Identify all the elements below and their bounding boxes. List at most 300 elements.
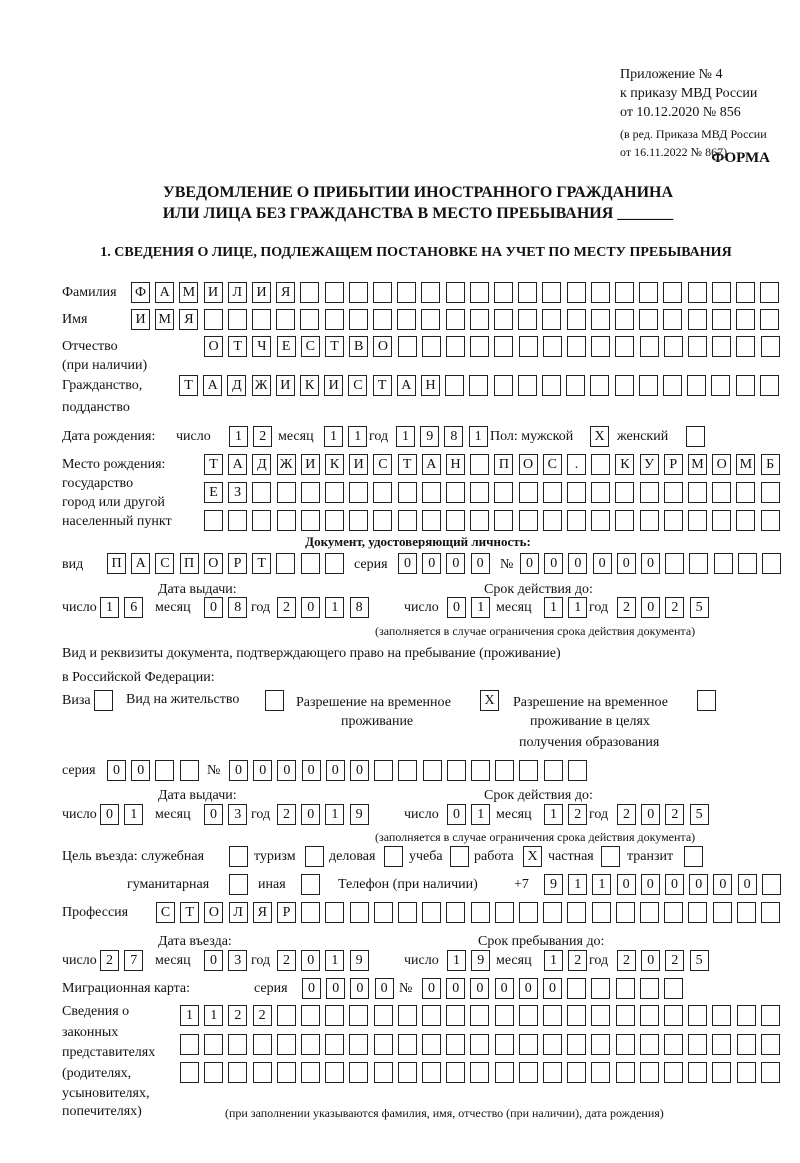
rep-2-cell[interactable]: [737, 1034, 756, 1055]
mc-number-cell[interactable]: [616, 978, 635, 999]
rep-1-cell[interactable]: 2: [228, 1005, 247, 1026]
entry-month-cell[interactable]: 3: [228, 950, 247, 971]
citizenship-cell[interactable]: И: [276, 375, 295, 396]
rep-3-cell[interactable]: [470, 1062, 489, 1083]
name-cell[interactable]: [615, 309, 634, 330]
phone-cell[interactable]: 0: [689, 874, 708, 895]
rep-1-cell[interactable]: [398, 1005, 417, 1026]
phone-cell[interactable]: 1: [568, 874, 587, 895]
profession-cell[interactable]: [737, 902, 756, 923]
id-series-cell[interactable]: 0: [471, 553, 490, 574]
profession-cell[interactable]: [543, 902, 562, 923]
birthplace-2-cell[interactable]: [494, 482, 513, 503]
mc-number-cell[interactable]: 0: [446, 978, 465, 999]
birthplace-2-cell[interactable]: [252, 482, 271, 503]
phone-cell[interactable]: 0: [641, 874, 660, 895]
citizenship-cell[interactable]: Ж: [252, 375, 271, 396]
citizenship-cell[interactable]: С: [348, 375, 367, 396]
until-month-cell[interactable]: 1: [544, 950, 563, 971]
rep-2-cell[interactable]: [495, 1034, 514, 1055]
id-number-cell[interactable]: [665, 553, 684, 574]
birthplace-2-cell[interactable]: [422, 482, 441, 503]
rep-2-cell[interactable]: [688, 1034, 707, 1055]
birthplace-2-cell[interactable]: [591, 482, 610, 503]
birthplace-1-cell[interactable]: О: [712, 454, 731, 475]
stay-number-cell[interactable]: [519, 760, 538, 781]
patronymic-cell[interactable]: [446, 336, 465, 357]
mc-number-cell[interactable]: 0: [495, 978, 514, 999]
id-kind-cell[interactable]: [301, 553, 320, 574]
birthplace-3-cell[interactable]: [301, 510, 320, 531]
citizenship-cell[interactable]: А: [397, 375, 416, 396]
name-cell[interactable]: И: [131, 309, 150, 330]
birthplace-1-cell[interactable]: М: [688, 454, 707, 475]
citizenship-cell[interactable]: [518, 375, 537, 396]
rep-2-cell[interactable]: [761, 1034, 780, 1055]
rep-3-cell[interactable]: [519, 1062, 538, 1083]
surname-cell[interactable]: Ф: [131, 282, 150, 303]
stay-series-cell[interactable]: 0: [131, 760, 150, 781]
id-valid-year-cell[interactable]: 0: [641, 597, 660, 618]
until-day-cell[interactable]: 1: [447, 950, 466, 971]
stay-issue-year-cell[interactable]: 1: [325, 804, 344, 825]
citizenship-cell[interactable]: [760, 375, 779, 396]
p-private-checkbox[interactable]: [601, 846, 620, 867]
rep-3-cell[interactable]: [567, 1062, 586, 1083]
id-issue-year-cell[interactable]: 1: [325, 597, 344, 618]
rep-1-cell[interactable]: [301, 1005, 320, 1026]
rep-1-cell[interactable]: 1: [204, 1005, 223, 1026]
birthplace-1-cell[interactable]: [470, 454, 489, 475]
p-study-checkbox[interactable]: [450, 846, 469, 867]
rep-3-cell[interactable]: [737, 1062, 756, 1083]
phone-cell[interactable]: 1: [592, 874, 611, 895]
rep-2-cell[interactable]: [398, 1034, 417, 1055]
birthplace-2-cell[interactable]: [736, 482, 755, 503]
name-cell[interactable]: [712, 309, 731, 330]
surname-cell[interactable]: [736, 282, 755, 303]
rep-3-cell[interactable]: [180, 1062, 199, 1083]
birthplace-2-cell[interactable]: [640, 482, 659, 503]
birthplace-1-cell[interactable]: .: [567, 454, 586, 475]
name-cell[interactable]: [204, 309, 223, 330]
id-kind-cell[interactable]: Т: [252, 553, 271, 574]
surname-cell[interactable]: [421, 282, 440, 303]
birth-year-cell[interactable]: 8: [444, 426, 463, 447]
profession-cell[interactable]: Л: [229, 902, 248, 923]
rep-2-cell[interactable]: [277, 1034, 296, 1055]
mc-series-cell[interactable]: 0: [375, 978, 394, 999]
p-other-checkbox[interactable]: [301, 874, 320, 895]
birthplace-3-cell[interactable]: [422, 510, 441, 531]
citizenship-cell[interactable]: [566, 375, 585, 396]
name-cell[interactable]: [567, 309, 586, 330]
birth-month-cell[interactable]: 1: [324, 426, 343, 447]
rep-1-cell[interactable]: 2: [253, 1005, 272, 1026]
phone-cell[interactable]: 0: [617, 874, 636, 895]
id-series-cell[interactable]: 0: [422, 553, 441, 574]
citizenship-cell[interactable]: [542, 375, 561, 396]
name-cell[interactable]: [736, 309, 755, 330]
birthplace-3-cell[interactable]: [228, 510, 247, 531]
profession-cell[interactable]: [350, 902, 369, 923]
rep-2-cell[interactable]: [253, 1034, 272, 1055]
stay-number-cell[interactable]: 0: [229, 760, 248, 781]
rep-3-cell[interactable]: [761, 1062, 780, 1083]
id-number-cell[interactable]: [738, 553, 757, 574]
citizenship-cell[interactable]: [590, 375, 609, 396]
id-number-cell[interactable]: 0: [568, 553, 587, 574]
birth-year-cell[interactable]: 1: [469, 426, 488, 447]
birthplace-3-cell[interactable]: [567, 510, 586, 531]
citizenship-cell[interactable]: Т: [373, 375, 392, 396]
birthplace-1-cell[interactable]: Р: [664, 454, 683, 475]
birthplace-3-cell[interactable]: [688, 510, 707, 531]
birthplace-1-cell[interactable]: Т: [204, 454, 223, 475]
name-cell[interactable]: [542, 309, 561, 330]
birth-day-cell[interactable]: 2: [253, 426, 272, 447]
patronymic-cell[interactable]: Т: [228, 336, 247, 357]
rep-3-cell[interactable]: [374, 1062, 393, 1083]
birthplace-1-cell[interactable]: С: [373, 454, 392, 475]
citizenship-cell[interactable]: [494, 375, 513, 396]
mc-number-cell[interactable]: [640, 978, 659, 999]
stay-issue-month-cell[interactable]: 3: [228, 804, 247, 825]
birthplace-2-cell[interactable]: [761, 482, 780, 503]
rep-2-cell[interactable]: [180, 1034, 199, 1055]
stay-issue-month-cell[interactable]: 0: [204, 804, 223, 825]
mc-series-cell[interactable]: 0: [350, 978, 369, 999]
id-kind-cell[interactable]: П: [180, 553, 199, 574]
patronymic-cell[interactable]: [640, 336, 659, 357]
rep-2-cell[interactable]: [664, 1034, 683, 1055]
birthplace-3-cell[interactable]: [277, 510, 296, 531]
citizenship-cell[interactable]: [711, 375, 730, 396]
rep-1-cell[interactable]: [591, 1005, 610, 1026]
id-series-cell[interactable]: 0: [446, 553, 465, 574]
mc-number-cell[interactable]: 0: [519, 978, 538, 999]
patronymic-cell[interactable]: [615, 336, 634, 357]
birthplace-1-cell[interactable]: К: [615, 454, 634, 475]
patronymic-cell[interactable]: О: [204, 336, 223, 357]
entry-month-cell[interactable]: 0: [204, 950, 223, 971]
birthplace-3-cell[interactable]: [736, 510, 755, 531]
stay-number-cell[interactable]: 0: [302, 760, 321, 781]
id-number-cell[interactable]: 0: [617, 553, 636, 574]
rep-2-cell[interactable]: [374, 1034, 393, 1055]
p-service-checkbox[interactable]: [229, 846, 248, 867]
mc-number-cell[interactable]: 0: [422, 978, 441, 999]
rep-1-cell[interactable]: [712, 1005, 731, 1026]
birthplace-1-cell[interactable]: Б: [761, 454, 780, 475]
rep-1-cell[interactable]: [470, 1005, 489, 1026]
birthplace-1-cell[interactable]: А: [228, 454, 247, 475]
birth-year-cell[interactable]: 1: [396, 426, 415, 447]
id-number-cell[interactable]: 0: [544, 553, 563, 574]
rep-2-cell[interactable]: [470, 1034, 489, 1055]
patronymic-cell[interactable]: [712, 336, 731, 357]
stay-number-cell[interactable]: 0: [350, 760, 369, 781]
stay-valid-year-cell[interactable]: 2: [617, 804, 636, 825]
patronymic-cell[interactable]: [422, 336, 441, 357]
birthplace-1-cell[interactable]: П: [494, 454, 513, 475]
id-valid-month-cell[interactable]: 1: [568, 597, 587, 618]
birthplace-1-cell[interactable]: И: [301, 454, 320, 475]
patronymic-cell[interactable]: [494, 336, 513, 357]
birthplace-2-cell[interactable]: [277, 482, 296, 503]
mc-number-cell[interactable]: 0: [543, 978, 562, 999]
rep-2-cell[interactable]: [591, 1034, 610, 1055]
id-kind-cell[interactable]: П: [107, 553, 126, 574]
patronymic-cell[interactable]: В: [349, 336, 368, 357]
rep-2-cell[interactable]: [325, 1034, 344, 1055]
stay-valid-month-cell[interactable]: 1: [544, 804, 563, 825]
surname-cell[interactable]: [542, 282, 561, 303]
stay-number-cell[interactable]: [423, 760, 442, 781]
birthplace-1-cell[interactable]: У: [640, 454, 659, 475]
name-cell[interactable]: Я: [179, 309, 198, 330]
patronymic-cell[interactable]: Ч: [252, 336, 271, 357]
birthplace-3-cell[interactable]: [591, 510, 610, 531]
rep-3-cell[interactable]: [228, 1062, 247, 1083]
name-cell[interactable]: [663, 309, 682, 330]
rep-1-cell[interactable]: 1: [180, 1005, 199, 1026]
rep-1-cell[interactable]: [640, 1005, 659, 1026]
birthplace-3-cell[interactable]: [252, 510, 271, 531]
until-year-cell[interactable]: 5: [690, 950, 709, 971]
rep-3-cell[interactable]: [349, 1062, 368, 1083]
rep-1-cell[interactable]: [761, 1005, 780, 1026]
birthplace-1-cell[interactable]: Н: [446, 454, 465, 475]
mc-series-cell[interactable]: 0: [326, 978, 345, 999]
rep-2-cell[interactable]: [301, 1034, 320, 1055]
rep-2-cell[interactable]: [712, 1034, 731, 1055]
profession-cell[interactable]: [567, 902, 586, 923]
profession-cell[interactable]: Я: [253, 902, 272, 923]
id-issue-day-cell[interactable]: 6: [124, 597, 143, 618]
until-day-cell[interactable]: 9: [471, 950, 490, 971]
citizenship-cell[interactable]: [663, 375, 682, 396]
phone-cell[interactable]: 0: [738, 874, 757, 895]
temp-residence-edu-checkbox[interactable]: [697, 690, 716, 711]
birthplace-2-cell[interactable]: [543, 482, 562, 503]
id-issue-year-cell[interactable]: 0: [301, 597, 320, 618]
citizenship-cell[interactable]: [639, 375, 658, 396]
stay-issue-day-cell[interactable]: 1: [124, 804, 143, 825]
citizenship-cell[interactable]: И: [324, 375, 343, 396]
rep-2-cell[interactable]: [640, 1034, 659, 1055]
surname-cell[interactable]: [397, 282, 416, 303]
until-month-cell[interactable]: 2: [568, 950, 587, 971]
profession-cell[interactable]: [422, 902, 441, 923]
birthplace-3-cell[interactable]: [664, 510, 683, 531]
stay-valid-day-cell[interactable]: 0: [447, 804, 466, 825]
birthplace-1-cell[interactable]: Д: [252, 454, 271, 475]
phone-cell[interactable]: 0: [713, 874, 732, 895]
stay-series-cell[interactable]: [155, 760, 174, 781]
name-cell[interactable]: [349, 309, 368, 330]
stay-valid-year-cell[interactable]: 0: [641, 804, 660, 825]
surname-cell[interactable]: [663, 282, 682, 303]
stay-number-cell[interactable]: 0: [253, 760, 272, 781]
name-cell[interactable]: [470, 309, 489, 330]
birthplace-1-cell[interactable]: С: [543, 454, 562, 475]
birthplace-3-cell[interactable]: [398, 510, 417, 531]
rep-2-cell[interactable]: [228, 1034, 247, 1055]
name-cell[interactable]: [300, 309, 319, 330]
id-issue-year-cell[interactable]: 2: [277, 597, 296, 618]
profession-cell[interactable]: [325, 902, 344, 923]
citizenship-cell[interactable]: Т: [179, 375, 198, 396]
profession-cell[interactable]: [761, 902, 780, 923]
rep-1-cell[interactable]: [422, 1005, 441, 1026]
stay-series-cell[interactable]: 0: [107, 760, 126, 781]
surname-cell[interactable]: М: [179, 282, 198, 303]
id-valid-day-cell[interactable]: 1: [471, 597, 490, 618]
profession-cell[interactable]: Р: [277, 902, 296, 923]
birthplace-2-cell[interactable]: [688, 482, 707, 503]
id-kind-cell[interactable]: [325, 553, 344, 574]
surname-cell[interactable]: [567, 282, 586, 303]
mc-number-cell[interactable]: 0: [470, 978, 489, 999]
citizenship-cell[interactable]: Н: [421, 375, 440, 396]
id-number-cell[interactable]: 0: [520, 553, 539, 574]
patronymic-cell[interactable]: [398, 336, 417, 357]
profession-cell[interactable]: [664, 902, 683, 923]
name-cell[interactable]: [373, 309, 392, 330]
patronymic-cell[interactable]: [664, 336, 683, 357]
profession-cell[interactable]: [301, 902, 320, 923]
rep-2-cell[interactable]: [204, 1034, 223, 1055]
stay-number-cell[interactable]: [398, 760, 417, 781]
rep-1-cell[interactable]: [664, 1005, 683, 1026]
rep-3-cell[interactable]: [325, 1062, 344, 1083]
rep-1-cell[interactable]: [374, 1005, 393, 1026]
mc-number-cell[interactable]: [567, 978, 586, 999]
id-number-cell[interactable]: [714, 553, 733, 574]
surname-cell[interactable]: И: [204, 282, 223, 303]
citizenship-cell[interactable]: [736, 375, 755, 396]
id-number-cell[interactable]: [689, 553, 708, 574]
name-cell[interactable]: [252, 309, 271, 330]
name-cell[interactable]: [760, 309, 779, 330]
id-issue-day-cell[interactable]: 1: [100, 597, 119, 618]
rep-2-cell[interactable]: [543, 1034, 562, 1055]
birthplace-1-cell[interactable]: А: [422, 454, 441, 475]
rep-3-cell[interactable]: [640, 1062, 659, 1083]
stay-valid-year-cell[interactable]: 5: [690, 804, 709, 825]
mc-number-cell[interactable]: [664, 978, 683, 999]
surname-cell[interactable]: А: [155, 282, 174, 303]
surname-cell[interactable]: [615, 282, 634, 303]
p-humanitarian-checkbox[interactable]: [229, 874, 248, 895]
profession-cell[interactable]: [713, 902, 732, 923]
rep-3-cell[interactable]: [204, 1062, 223, 1083]
name-cell[interactable]: [591, 309, 610, 330]
entry-day-cell[interactable]: 2: [100, 950, 119, 971]
visa-checkbox[interactable]: [94, 690, 113, 711]
p-business-checkbox[interactable]: [384, 846, 403, 867]
stay-number-cell[interactable]: 0: [326, 760, 345, 781]
birth-year-cell[interactable]: 9: [420, 426, 439, 447]
patronymic-cell[interactable]: [591, 336, 610, 357]
birth-day-cell[interactable]: 1: [229, 426, 248, 447]
birthplace-3-cell[interactable]: [712, 510, 731, 531]
entry-day-cell[interactable]: 7: [124, 950, 143, 971]
name-cell[interactable]: [639, 309, 658, 330]
surname-cell[interactable]: Л: [228, 282, 247, 303]
rep-3-cell[interactable]: [543, 1062, 562, 1083]
birthplace-2-cell[interactable]: [712, 482, 731, 503]
mc-series-cell[interactable]: 0: [302, 978, 321, 999]
rep-2-cell[interactable]: [519, 1034, 538, 1055]
citizenship-cell[interactable]: К: [300, 375, 319, 396]
birthplace-3-cell[interactable]: [543, 510, 562, 531]
id-number-cell[interactable]: [762, 553, 781, 574]
p-transit-checkbox[interactable]: [684, 846, 703, 867]
rep-3-cell[interactable]: [398, 1062, 417, 1083]
birthplace-2-cell[interactable]: [470, 482, 489, 503]
surname-cell[interactable]: [325, 282, 344, 303]
citizenship-cell[interactable]: [469, 375, 488, 396]
citizenship-cell[interactable]: [615, 375, 634, 396]
profession-cell[interactable]: [592, 902, 611, 923]
birthplace-1-cell[interactable]: О: [519, 454, 538, 475]
patronymic-cell[interactable]: С: [301, 336, 320, 357]
birthplace-3-cell[interactable]: [446, 510, 465, 531]
birthplace-2-cell[interactable]: [519, 482, 538, 503]
birthplace-2-cell[interactable]: [446, 482, 465, 503]
rep-1-cell[interactable]: [543, 1005, 562, 1026]
profession-cell[interactable]: [688, 902, 707, 923]
birthplace-3-cell[interactable]: [494, 510, 513, 531]
birthplace-2-cell[interactable]: [325, 482, 344, 503]
stay-number-cell[interactable]: [544, 760, 563, 781]
p-tourism-checkbox[interactable]: [305, 846, 324, 867]
birthplace-1-cell[interactable]: Т: [398, 454, 417, 475]
id-issue-month-cell[interactable]: 0: [204, 597, 223, 618]
rep-3-cell[interactable]: [301, 1062, 320, 1083]
stay-valid-month-cell[interactable]: 2: [568, 804, 587, 825]
stay-valid-day-cell[interactable]: 1: [471, 804, 490, 825]
patronymic-cell[interactable]: [688, 336, 707, 357]
name-cell[interactable]: М: [155, 309, 174, 330]
surname-cell[interactable]: [349, 282, 368, 303]
rep-2-cell[interactable]: [446, 1034, 465, 1055]
id-valid-month-cell[interactable]: 1: [544, 597, 563, 618]
profession-cell[interactable]: [495, 902, 514, 923]
profession-cell[interactable]: С: [156, 902, 175, 923]
id-number-cell[interactable]: 0: [593, 553, 612, 574]
surname-cell[interactable]: [470, 282, 489, 303]
surname-cell[interactable]: [518, 282, 537, 303]
stay-issue-year-cell[interactable]: 0: [301, 804, 320, 825]
stay-issue-day-cell[interactable]: 0: [100, 804, 119, 825]
rep-3-cell[interactable]: [616, 1062, 635, 1083]
rep-2-cell[interactable]: [616, 1034, 635, 1055]
patronymic-cell[interactable]: Е: [277, 336, 296, 357]
until-year-cell[interactable]: 2: [665, 950, 684, 971]
id-valid-year-cell[interactable]: 2: [665, 597, 684, 618]
profession-cell[interactable]: [446, 902, 465, 923]
rep-3-cell[interactable]: [422, 1062, 441, 1083]
birthplace-1-cell[interactable]: Ж: [277, 454, 296, 475]
id-valid-year-cell[interactable]: 5: [690, 597, 709, 618]
rep-1-cell[interactable]: [325, 1005, 344, 1026]
profession-cell[interactable]: О: [204, 902, 223, 923]
rep-1-cell[interactable]: [616, 1005, 635, 1026]
profession-cell[interactable]: [519, 902, 538, 923]
